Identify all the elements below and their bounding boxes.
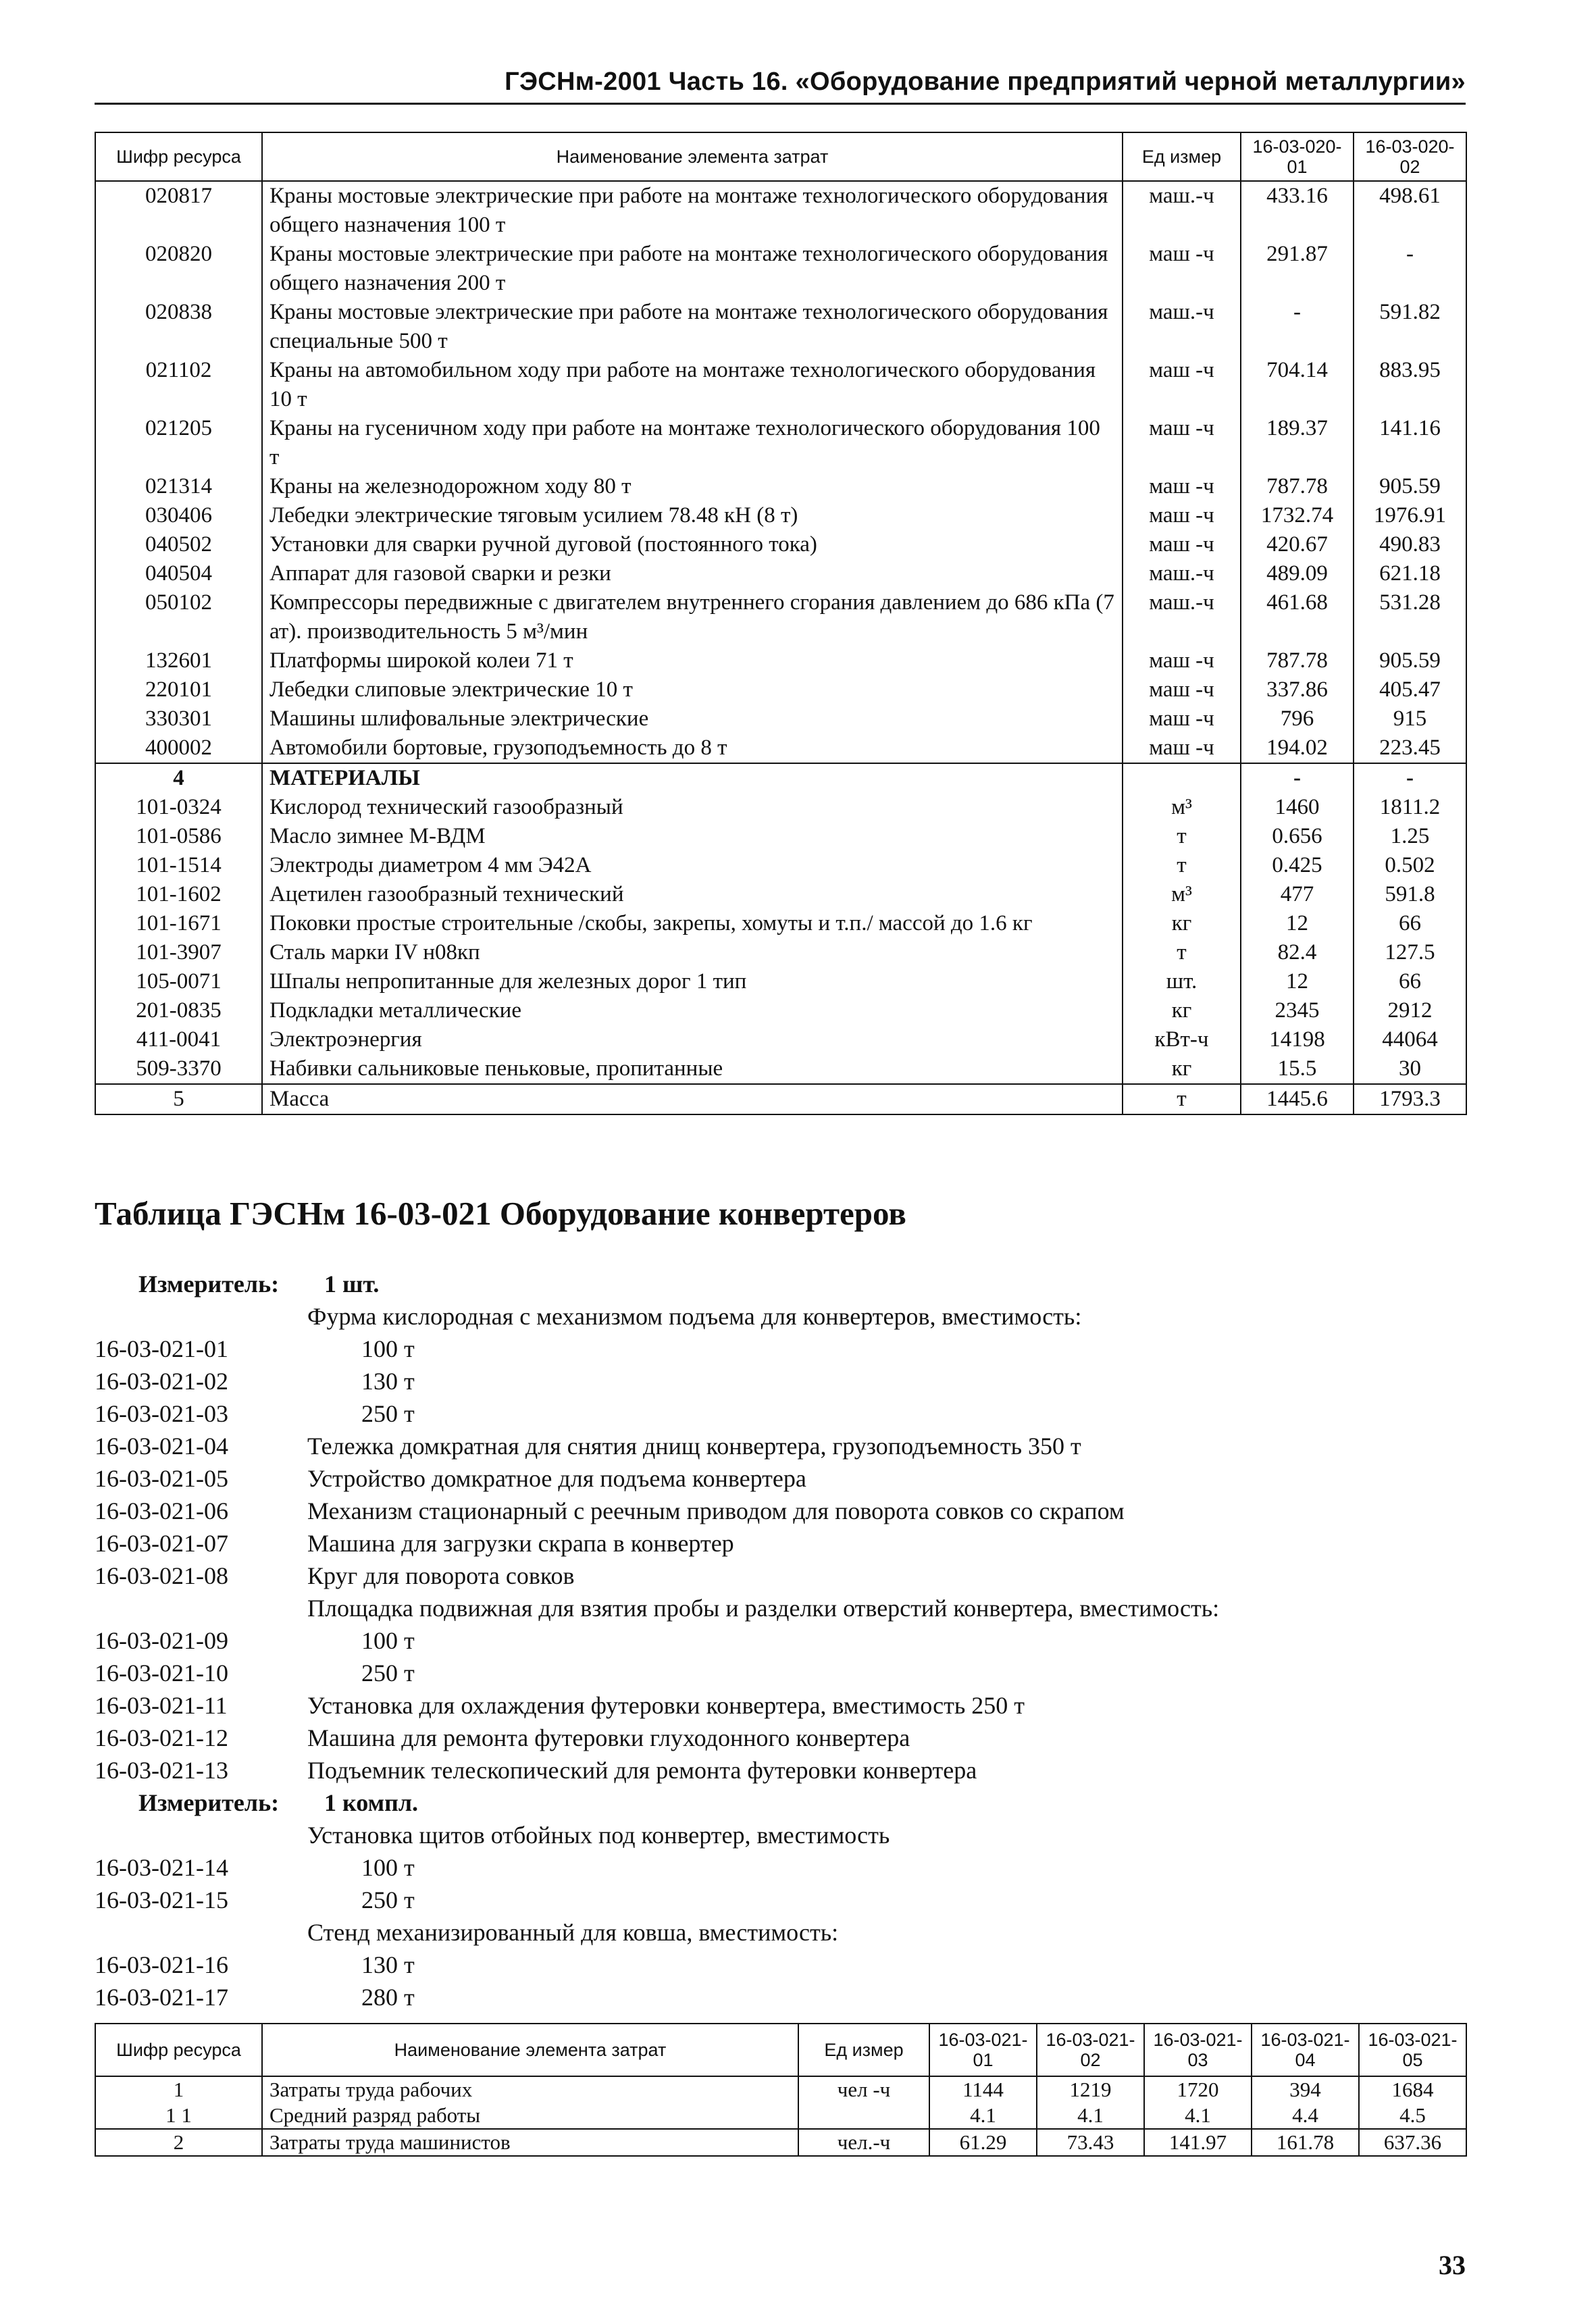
value-cell: 4.1 xyxy=(1144,2103,1252,2129)
value-cell: 433.16 xyxy=(1241,181,1354,240)
spec-code: 16-03-021-05 xyxy=(95,1465,228,1492)
unit-cell xyxy=(1123,763,1241,793)
table-row xyxy=(95,2103,1466,2129)
spec-desc: 100 т xyxy=(361,1854,415,1881)
column-header: Ед измер xyxy=(798,2024,929,2076)
resource-code: 020820 xyxy=(95,240,262,298)
resource-code: 105-0071 xyxy=(95,967,262,996)
spec-desc: Машина для загрузки скрапа в конвертер xyxy=(307,1530,734,1557)
spec-code: 16-03-021-03 xyxy=(95,1400,228,1427)
value-cell: 141.97 xyxy=(1144,2129,1252,2156)
value-cell: 1976.91 xyxy=(1354,501,1466,530)
value-cell: 2912 xyxy=(1354,996,1466,1025)
resource-name: Краны на железнодорожном ходу 80 т xyxy=(262,472,1123,501)
value-cell: 787.78 xyxy=(1241,646,1354,675)
value-cell: 1811.2 xyxy=(1354,793,1466,822)
resource-name: Машины шлифовальные электрические xyxy=(262,704,1123,734)
column-header: 16-03-020-01 xyxy=(1241,132,1354,181)
spec-desc: Круг для поворота совков xyxy=(307,1562,575,1589)
unit-cell: маш -ч xyxy=(1123,414,1241,472)
meter-line xyxy=(95,1268,1466,1300)
resource-name: Лебедки слиповые электрические 10 т xyxy=(262,675,1123,704)
table-row xyxy=(95,646,1466,675)
value-cell: 1445.6 xyxy=(1241,1084,1354,1114)
value-cell: 4.1 xyxy=(1037,2103,1144,2129)
resource-name: Автомобили бортовые, грузоподъемность до 8 т xyxy=(262,734,1123,763)
resource-name: Подкладки металлические xyxy=(262,996,1123,1025)
resource-code: 050102 xyxy=(95,588,262,646)
spec-row xyxy=(95,1527,1466,1560)
resource-name: Масса xyxy=(262,1084,1123,1114)
group-heading xyxy=(95,1916,1466,1949)
table-row xyxy=(95,240,1466,298)
table-row xyxy=(95,675,1466,704)
meter-label: Измеритель: xyxy=(138,1270,280,1297)
spec-desc: Тележка домкратная для снятия днищ конвертера, грузоподъемность 350 т xyxy=(307,1433,1081,1460)
spec-desc: 250 т xyxy=(361,1400,415,1427)
resource-name: Ацетилен газообразный технический xyxy=(262,880,1123,909)
group-text: Стенд механизированный для ковша, вместимость: xyxy=(307,1919,839,1946)
spec-desc: 250 т xyxy=(361,1886,415,1913)
value-cell: 4.1 xyxy=(929,2103,1037,2129)
unit-cell: шт. xyxy=(1123,967,1241,996)
resource-code: 101-1602 xyxy=(95,880,262,909)
value-cell: 141.16 xyxy=(1354,414,1466,472)
resource-code: 330301 xyxy=(95,704,262,734)
table-row xyxy=(95,822,1466,851)
group-heading xyxy=(95,1592,1466,1624)
table-row xyxy=(95,967,1466,996)
resource-name: Кислород технический газообразный xyxy=(262,793,1123,822)
unit-cell: маш.-ч xyxy=(1123,181,1241,240)
table-row xyxy=(95,501,1466,530)
column-header: 16-03-021-05 xyxy=(1359,2024,1466,2076)
resource-code: 021102 xyxy=(95,356,262,414)
resource-name: Платформы широкой колеи 71 т xyxy=(262,646,1123,675)
resource-code: 1 1 xyxy=(95,2103,262,2129)
spec-code: 16-03-021-12 xyxy=(95,1724,228,1751)
value-cell: 420.67 xyxy=(1241,530,1354,559)
value-cell: 461.68 xyxy=(1241,588,1354,646)
resource-name: Набивки сальниковые пеньковые, пропитанные xyxy=(262,1054,1123,1084)
spec-row xyxy=(95,1333,1466,1365)
unit-cell: маш -ч xyxy=(1123,240,1241,298)
resource-name: Электроды диаметром 4 мм Э42А xyxy=(262,851,1123,880)
resource-code: 4 xyxy=(95,763,262,793)
spec-code: 16-03-021-01 xyxy=(95,1335,228,1362)
spec-desc: Машина для ремонта футеровки глуходонного конвертера xyxy=(307,1724,910,1751)
value-cell: - xyxy=(1354,763,1466,793)
unit-cell: чел -ч xyxy=(798,2076,929,2103)
unit-cell: кг xyxy=(1123,996,1241,1025)
resource-name: Аппарат для газовой сварки и резки xyxy=(262,559,1123,588)
table-header-row xyxy=(95,132,1466,181)
value-cell: - xyxy=(1241,298,1354,356)
table-row xyxy=(95,734,1466,763)
value-cell: - xyxy=(1241,763,1354,793)
value-cell: 12 xyxy=(1241,967,1354,996)
resource-code: 101-0586 xyxy=(95,822,262,851)
spec-code: 16-03-021-13 xyxy=(95,1757,228,1784)
resource-code: 201-0835 xyxy=(95,996,262,1025)
resource-table-020 xyxy=(95,132,1467,1115)
spec-desc: 100 т xyxy=(361,1335,415,1362)
resource-code: 020817 xyxy=(95,181,262,240)
value-cell: 490.83 xyxy=(1354,530,1466,559)
spec-desc: 280 т xyxy=(361,1984,415,2011)
spec-row xyxy=(95,1495,1466,1527)
table-header-row xyxy=(95,2024,1466,2076)
unit-cell: кВт-ч xyxy=(1123,1025,1241,1054)
column-header: 16-03-021-04 xyxy=(1252,2024,1359,2076)
unit-cell: т xyxy=(1123,851,1241,880)
table-row xyxy=(95,880,1466,909)
resource-code: 040502 xyxy=(95,530,262,559)
table-row xyxy=(95,763,1466,793)
value-cell: 4.4 xyxy=(1252,2103,1359,2129)
value-cell: 161.78 xyxy=(1252,2129,1359,2156)
spec-row xyxy=(95,1365,1466,1397)
table-row xyxy=(95,938,1466,967)
table-row xyxy=(95,2129,1466,2156)
value-cell: 44064 xyxy=(1354,1025,1466,1054)
table-row xyxy=(95,851,1466,880)
value-cell: 61.29 xyxy=(929,2129,1037,2156)
value-cell: 704.14 xyxy=(1241,356,1354,414)
value-cell: 0.656 xyxy=(1241,822,1354,851)
resource-code: 220101 xyxy=(95,675,262,704)
resource-name: Краны на автомобильном ходу при работе на монтаже технологического оборудования 10 т xyxy=(262,356,1123,414)
spec-row xyxy=(95,1657,1466,1689)
spec-desc: 130 т xyxy=(361,1951,415,1978)
value-cell: 0.502 xyxy=(1354,851,1466,880)
unit-cell: маш.-ч xyxy=(1123,559,1241,588)
resource-name: Краны мостовые электрические при работе на монтаже технологического оборудования специальные 500 т xyxy=(262,298,1123,356)
value-cell: 291.87 xyxy=(1241,240,1354,298)
spec-row xyxy=(95,1462,1466,1495)
table-row xyxy=(95,559,1466,588)
meter-value: 1 компл. xyxy=(324,1789,419,1816)
value-cell: 189.37 xyxy=(1241,414,1354,472)
spec-code: 16-03-021-08 xyxy=(95,1562,228,1589)
spec-desc: Подъемник телескопический для ремонта футеровки конвертера xyxy=(307,1757,977,1784)
resource-code: 101-0324 xyxy=(95,793,262,822)
meter-line xyxy=(95,1786,1466,1819)
resource-name: Установки для сварки ручной дуговой (постоянного тока) xyxy=(262,530,1123,559)
spec-code: 16-03-021-10 xyxy=(95,1660,228,1687)
value-cell: 73.43 xyxy=(1037,2129,1144,2156)
resource-code: 132601 xyxy=(95,646,262,675)
value-cell: 405.47 xyxy=(1354,675,1466,704)
value-cell: 1732.74 xyxy=(1241,501,1354,530)
table-row xyxy=(95,996,1466,1025)
value-cell: 15.5 xyxy=(1241,1054,1354,1084)
value-cell: 591.82 xyxy=(1354,298,1466,356)
spec-row xyxy=(95,1430,1466,1462)
value-cell: 82.4 xyxy=(1241,938,1354,967)
value-cell: 1.25 xyxy=(1354,822,1466,851)
spec-row xyxy=(95,1560,1466,1592)
value-cell: 1144 xyxy=(929,2076,1037,2103)
resource-name: Масло зимнее М-ВДМ xyxy=(262,822,1123,851)
value-cell: 0.425 xyxy=(1241,851,1354,880)
column-header: Ед измер xyxy=(1123,132,1241,181)
value-cell: 477 xyxy=(1241,880,1354,909)
table-row xyxy=(95,472,1466,501)
column-header: Наименование элемента затрат xyxy=(262,2024,798,2076)
unit-cell: т xyxy=(1123,938,1241,967)
column-header: 16-03-021-01 xyxy=(929,2024,1037,2076)
value-cell: 621.18 xyxy=(1354,559,1466,588)
spec-row xyxy=(95,1624,1466,1657)
unit-cell: м³ xyxy=(1123,880,1241,909)
value-cell: 905.59 xyxy=(1354,472,1466,501)
unit-cell: т xyxy=(1123,822,1241,851)
unit-cell: т xyxy=(1123,1084,1241,1114)
value-cell: - xyxy=(1354,240,1466,298)
page-header: ГЭСНм-2001 Часть 16. «Оборудование предприятий черной металлургии» xyxy=(505,68,1466,96)
spec-code: 16-03-021-17 xyxy=(95,1984,228,2011)
value-cell: 915 xyxy=(1354,704,1466,734)
table-row xyxy=(95,1025,1466,1054)
value-cell: 127.5 xyxy=(1354,938,1466,967)
resource-name: Средний разряд работы xyxy=(262,2103,798,2129)
resource-name: Краны мостовые электрические при работе на монтаже технологического оборудования общего назначения 200 т xyxy=(262,240,1123,298)
spec-code: 16-03-021-07 xyxy=(95,1530,228,1557)
table-row xyxy=(95,181,1466,240)
unit-cell xyxy=(798,2103,929,2129)
spec-desc: 250 т xyxy=(361,1660,415,1687)
resource-table-021 xyxy=(95,2023,1467,2157)
value-cell: 66 xyxy=(1354,967,1466,996)
table-row xyxy=(95,704,1466,734)
unit-cell: кг xyxy=(1123,909,1241,938)
resource-code: 020838 xyxy=(95,298,262,356)
resource-code: 400002 xyxy=(95,734,262,763)
resource-code: 101-1671 xyxy=(95,909,262,938)
unit-cell: маш -ч xyxy=(1123,646,1241,675)
value-cell: 531.28 xyxy=(1354,588,1466,646)
column-header: 16-03-021-03 xyxy=(1144,2024,1252,2076)
unit-cell: м³ xyxy=(1123,793,1241,822)
spec-code: 16-03-021-02 xyxy=(95,1368,228,1395)
table-row xyxy=(95,414,1466,472)
spec-row xyxy=(95,1754,1466,1786)
value-cell: 905.59 xyxy=(1354,646,1466,675)
value-cell: 591.8 xyxy=(1354,880,1466,909)
table-row xyxy=(95,588,1466,646)
table-title: Таблица ГЭСНм 16-03-021 Оборудование конвертеров xyxy=(95,1195,906,1232)
table-row xyxy=(95,1054,1466,1084)
spec-code: 16-03-021-16 xyxy=(95,1951,228,1978)
spec-code: 16-03-021-04 xyxy=(95,1433,228,1460)
spec-code: 16-03-021-14 xyxy=(95,1854,228,1881)
resource-name: Затраты труда машинистов xyxy=(262,2129,798,2156)
spec-desc: 100 т xyxy=(361,1627,415,1654)
resource-code: 040504 xyxy=(95,559,262,588)
table-row xyxy=(95,356,1466,414)
resource-code: 021314 xyxy=(95,472,262,501)
unit-cell: маш -ч xyxy=(1123,356,1241,414)
spec-row xyxy=(95,1689,1466,1722)
spec-row xyxy=(95,1397,1466,1430)
table-row xyxy=(95,793,1466,822)
unit-cell: кг xyxy=(1123,1054,1241,1084)
unit-cell: маш.-ч xyxy=(1123,588,1241,646)
unit-cell: маш -ч xyxy=(1123,734,1241,763)
value-cell: 194.02 xyxy=(1241,734,1354,763)
value-cell: 796 xyxy=(1241,704,1354,734)
resource-name: Краны на гусеничном ходу при работе на монтаже технологического оборудования 100 т xyxy=(262,414,1123,472)
resource-code: 411-0041 xyxy=(95,1025,262,1054)
page-number: 33 xyxy=(1439,2250,1466,2280)
spec-row xyxy=(95,1949,1466,1981)
spec-desc: 130 т xyxy=(361,1368,415,1395)
resource-name: Сталь марки IV н08кп xyxy=(262,938,1123,967)
column-header: 16-03-020-02 xyxy=(1354,132,1466,181)
group-text: Установка щитов отбойных под конвертер, вместимость xyxy=(307,1822,890,1849)
value-cell: 30 xyxy=(1354,1054,1466,1084)
value-cell: 14198 xyxy=(1241,1025,1354,1054)
table-row xyxy=(95,1084,1466,1114)
resource-code: 030406 xyxy=(95,501,262,530)
value-cell: 787.78 xyxy=(1241,472,1354,501)
value-cell: 883.95 xyxy=(1354,356,1466,414)
spec-desc: Устройство домкратное для подъема конвертера xyxy=(307,1465,806,1492)
resource-name: Краны мостовые электрические при работе на монтаже технологического оборудования общего назначения 100 т xyxy=(262,181,1123,240)
column-header: Наименование элемента затрат xyxy=(262,132,1123,181)
table-row xyxy=(95,298,1466,356)
resource-name: Шпалы непропитанные для железных дорог 1 тип xyxy=(262,967,1123,996)
column-header: Шифр ресурса xyxy=(95,132,262,181)
table-row xyxy=(95,909,1466,938)
resource-code: 101-1514 xyxy=(95,851,262,880)
spec-code: 16-03-021-09 xyxy=(95,1627,228,1654)
unit-cell: маш -ч xyxy=(1123,704,1241,734)
resource-code: 021205 xyxy=(95,414,262,472)
measurement-spec xyxy=(95,1268,1466,2013)
value-cell: 637.36 xyxy=(1359,2129,1466,2156)
value-cell: 337.86 xyxy=(1241,675,1354,704)
spec-code: 16-03-021-06 xyxy=(95,1497,228,1524)
value-cell: 489.09 xyxy=(1241,559,1354,588)
value-cell: 1460 xyxy=(1241,793,1354,822)
column-header: 16-03-021-02 xyxy=(1037,2024,1144,2076)
resource-code: 101-3907 xyxy=(95,938,262,967)
value-cell: 1684 xyxy=(1359,2076,1466,2103)
unit-cell: маш -ч xyxy=(1123,472,1241,501)
resource-code: 1 xyxy=(95,2076,262,2103)
spec-row xyxy=(95,1981,1466,2013)
meter-value: 1 шт. xyxy=(324,1270,380,1297)
meter-label: Измеритель: xyxy=(138,1789,280,1816)
spec-code: 16-03-021-11 xyxy=(95,1692,228,1719)
spec-row xyxy=(95,1851,1466,1884)
group-heading xyxy=(95,1819,1466,1851)
resource-name: Компрессоры передвижные с двигателем внутреннего сгорания давлением до 686 кПа (7 ат). производительность 5 м³/мин xyxy=(262,588,1123,646)
unit-cell: чел.-ч xyxy=(798,2129,929,2156)
value-cell: 12 xyxy=(1241,909,1354,938)
resource-name: МАТЕРИАЛЫ xyxy=(262,763,1123,793)
resource-name: Электроэнергия xyxy=(262,1025,1123,1054)
resource-name: Лебедки электрические тяговым усилием 78.48 кН (8 т) xyxy=(262,501,1123,530)
unit-cell: маш -ч xyxy=(1123,530,1241,559)
unit-cell: маш -ч xyxy=(1123,675,1241,704)
table-row xyxy=(95,530,1466,559)
resource-name: Поковки простые строительные /скобы, закрепы, хомуты и т.п./ массой до 1.6 кг xyxy=(262,909,1123,938)
value-cell: 498.61 xyxy=(1354,181,1466,240)
resource-code: 2 xyxy=(95,2129,262,2156)
header-rule xyxy=(95,103,1466,105)
value-cell: 66 xyxy=(1354,909,1466,938)
spec-code: 16-03-021-15 xyxy=(95,1886,228,1913)
group-text: Фурма кислородная с механизмом подъема для конвертеров, вместимость: xyxy=(307,1303,1082,1330)
group-heading xyxy=(95,1300,1466,1333)
resource-name: Затраты труда рабочих xyxy=(262,2076,798,2103)
table-row xyxy=(95,2076,1466,2103)
spec-row xyxy=(95,1884,1466,1916)
value-cell: 1720 xyxy=(1144,2076,1252,2103)
group-text: Площадка подвижная для взятия пробы и разделки отверстий конвертера, вместимость: xyxy=(307,1595,1220,1622)
value-cell: 1219 xyxy=(1037,2076,1144,2103)
unit-cell: маш.-ч xyxy=(1123,298,1241,356)
resource-code: 509-3370 xyxy=(95,1054,262,1084)
value-cell: 2345 xyxy=(1241,996,1354,1025)
value-cell: 1793.3 xyxy=(1354,1084,1466,1114)
spec-desc: Механизм стационарный с реечным приводом для поворота совков со скрапом xyxy=(307,1497,1125,1524)
spec-row xyxy=(95,1722,1466,1754)
unit-cell: маш -ч xyxy=(1123,501,1241,530)
value-cell: 394 xyxy=(1252,2076,1359,2103)
value-cell: 223.45 xyxy=(1354,734,1466,763)
spec-desc: Установка для охлаждения футеровки конвертера, вместимость 250 т xyxy=(307,1692,1025,1719)
value-cell: 4.5 xyxy=(1359,2103,1466,2129)
resource-code: 5 xyxy=(95,1084,262,1114)
column-header: Шифр ресурса xyxy=(95,2024,262,2076)
